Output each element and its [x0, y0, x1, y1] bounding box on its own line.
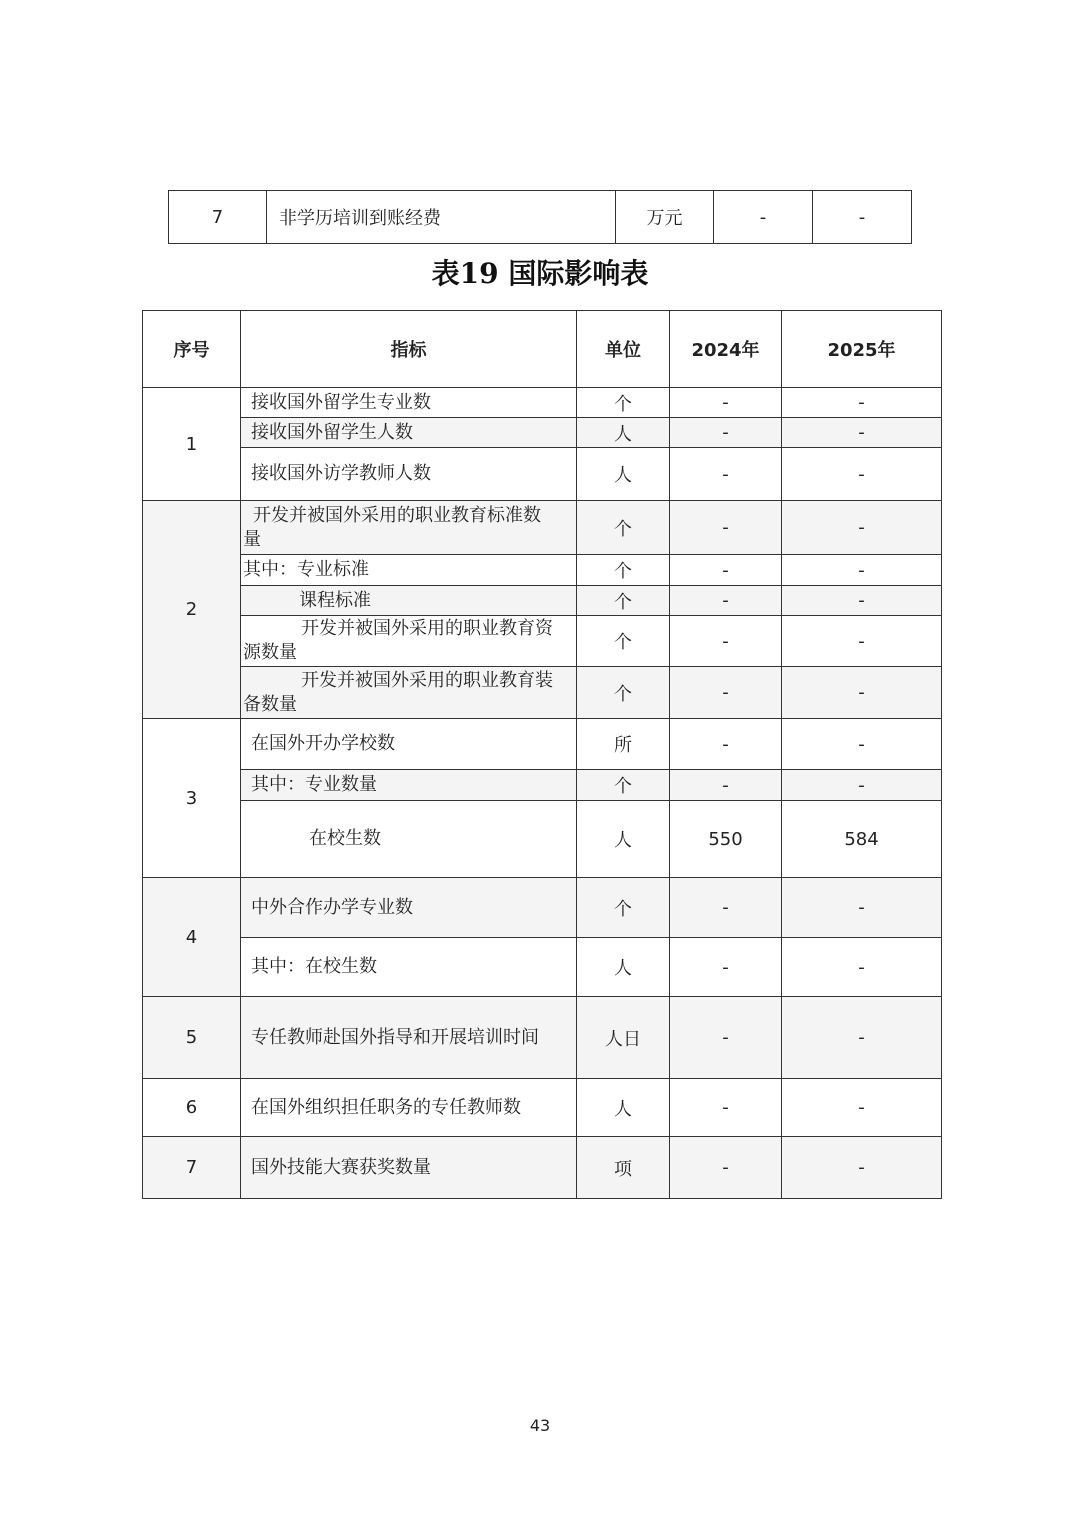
table-row: [143, 586, 942, 616]
unit-cell: 个: [577, 770, 670, 801]
indicator-cell: 接收国外访学教师人数: [241, 448, 577, 501]
seq-cell: 6: [143, 1079, 241, 1137]
table-row: [143, 1079, 942, 1137]
value-2024-cell: -: [670, 938, 782, 997]
header-2024: 2024年: [670, 311, 782, 388]
value-2024-cell: -: [670, 997, 782, 1079]
table-row: [143, 801, 942, 878]
value-2025-cell: -: [782, 938, 942, 997]
indicator-cell: 专任教师赴国外指导和开展培训时间: [241, 997, 577, 1079]
indicator-cell: [241, 616, 577, 667]
table-row: [143, 555, 942, 586]
indicator-cell: 其中：专业标准: [241, 555, 577, 586]
unit-cell: 人: [577, 448, 670, 501]
value-2025-cell: -: [782, 997, 942, 1079]
table-row: [143, 388, 942, 418]
seq-cell: 4: [143, 878, 241, 997]
indicator-cell: 在校生数: [241, 801, 577, 878]
table-row: [143, 878, 942, 938]
unit-cell: 个: [577, 878, 670, 938]
indicator-line: 源数量: [243, 642, 297, 663]
value-2024-cell: -: [714, 191, 813, 244]
header-unit: 单位: [577, 311, 670, 388]
indicator-line: 开发并被国外采用的职业教育资: [301, 618, 553, 639]
indicator-line: 备数量: [243, 693, 297, 715]
unit-cell: 个: [577, 501, 670, 555]
unit-cell: 个: [577, 388, 670, 418]
value-2024-cell: -: [670, 878, 782, 938]
unit-cell: 项: [577, 1137, 670, 1199]
value-2025-cell: -: [782, 418, 942, 448]
value-2024-cell: -: [670, 448, 782, 501]
unit-cell: 万元: [616, 191, 714, 244]
value-2025-cell: -: [782, 667, 942, 719]
value-2025-cell: -: [782, 878, 942, 938]
indicator-cell: 其中：在校生数: [241, 938, 577, 997]
value-2025-cell: -: [782, 448, 942, 501]
indicator-cell: 在国外组织担任职务的专任教师数: [241, 1079, 577, 1137]
table-row: [143, 667, 942, 719]
value-2025-cell: -: [782, 770, 942, 801]
value-2024-cell: -: [670, 1079, 782, 1137]
value-2025-cell: -: [782, 586, 942, 616]
indicator-cell: [241, 667, 577, 719]
indicator-line: 量: [243, 528, 261, 550]
unit-cell: 个: [577, 616, 670, 667]
unit-cell: 所: [577, 719, 670, 770]
header-indicator: 指标: [241, 311, 577, 388]
table-row: [143, 448, 942, 501]
value-2024-cell: 550: [670, 801, 782, 878]
indicator-cell: 接收国外留学生专业数: [241, 388, 577, 418]
indicator-line: 开发并被国外采用的职业教育标准数: [253, 504, 541, 526]
value-2025-cell: -: [782, 1079, 942, 1137]
indicator-cell: [241, 501, 577, 555]
unit-cell: 人: [577, 938, 670, 997]
unit-cell: 人: [577, 1079, 670, 1137]
international-influence-table: [142, 310, 942, 1199]
indicator-cell: 在国外开办学校数: [241, 719, 577, 770]
unit-cell: 个: [577, 667, 670, 719]
table-row: [143, 616, 942, 667]
seq-cell: 7: [169, 191, 267, 244]
value-2025-cell: -: [813, 191, 912, 244]
value-2024-cell: -: [670, 388, 782, 418]
value-2025-cell: -: [782, 719, 942, 770]
table-row: [143, 719, 942, 770]
table-row: [143, 997, 942, 1079]
header-row: [143, 311, 942, 388]
value-2024-cell: -: [670, 667, 782, 719]
value-2024-cell: -: [670, 770, 782, 801]
indicator-line: 开发并被国外采用的职业教育装: [301, 669, 553, 691]
value-2025-cell: -: [782, 1137, 942, 1199]
indicator-cell: 非学历培训到账经费: [267, 191, 616, 244]
table-row: [143, 1137, 942, 1199]
value-2024-cell: -: [670, 1137, 782, 1199]
seq-cell: 1: [143, 388, 241, 501]
value-2025-cell: -: [782, 616, 942, 667]
value-2025-cell: -: [782, 501, 942, 555]
indicator-cell: 中外合作办学专业数: [241, 878, 577, 938]
unit-cell: 人: [577, 801, 670, 878]
indicator-cell: 接收国外留学生人数: [241, 418, 577, 448]
value-2024-cell: -: [670, 616, 782, 667]
value-2024-cell: -: [670, 501, 782, 555]
seq-cell: 2: [143, 501, 241, 719]
unit-cell: 个: [577, 586, 670, 616]
table-row: [143, 501, 942, 555]
header-seq: 序号: [143, 311, 241, 388]
table-row: [143, 770, 942, 801]
seq-cell: 5: [143, 997, 241, 1079]
previous-table-fragment: [168, 190, 912, 244]
table-title: 表19 国际影响表: [431, 257, 649, 290]
page-number: 43: [529, 1416, 551, 1435]
indicator-cell: 国外技能大赛获奖数量: [241, 1137, 577, 1199]
table-row: [169, 191, 912, 244]
seq-cell: 3: [143, 719, 241, 878]
indicator-cell: 其中：专业数量: [241, 770, 577, 801]
unit-cell: 个: [577, 555, 670, 586]
table-row: [143, 938, 942, 997]
indicator-cell: 课程标准: [241, 586, 577, 616]
value-2024-cell: -: [670, 719, 782, 770]
unit-cell: 人日: [577, 997, 670, 1079]
seq-cell: 7: [143, 1137, 241, 1199]
value-2025-cell: 584: [782, 801, 942, 878]
value-2024-cell: -: [670, 418, 782, 448]
value-2024-cell: -: [670, 555, 782, 586]
value-2025-cell: -: [782, 555, 942, 586]
table-row: [143, 418, 942, 448]
header-2025: 2025年: [782, 311, 942, 388]
unit-cell: 人: [577, 418, 670, 448]
value-2024-cell: -: [670, 586, 782, 616]
value-2025-cell: -: [782, 388, 942, 418]
